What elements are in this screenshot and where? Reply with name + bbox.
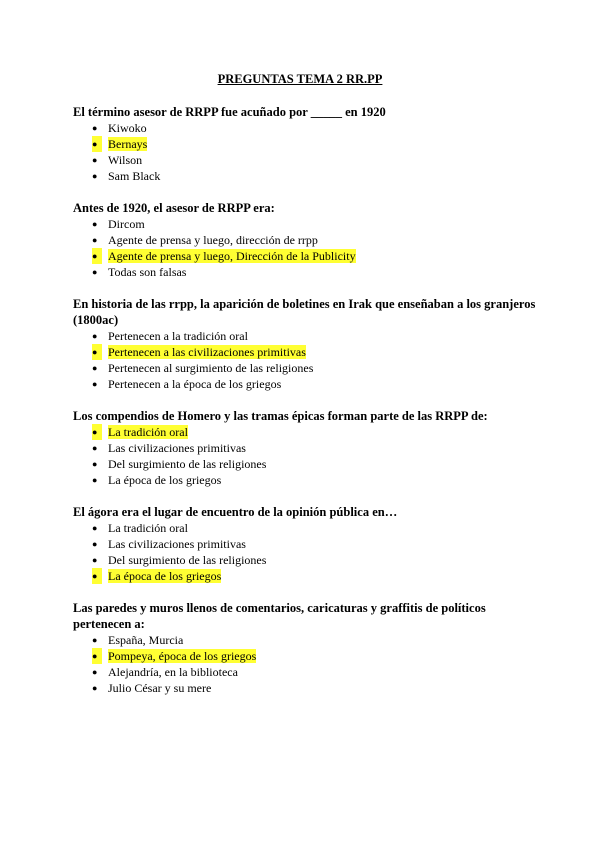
option-text: Las civilizaciones primitivas [108,537,246,551]
option-text: Julio César y su mere [108,681,212,695]
bullet-icon: ● [92,667,98,677]
option-item [92,216,356,232]
bullet-icon: ● [92,219,98,229]
bullet-icon: ● [92,683,98,693]
option-item [92,536,266,552]
option-text: Kiwoko [108,121,147,135]
option-text: Agente de prensa y luego, dirección de rrpp [108,233,318,247]
option-item [92,456,266,472]
bullet-icon: ● [92,155,98,165]
bullet-icon: ● [92,424,102,440]
option-text: Pertenecen al surgimiento de las religiones [108,361,314,375]
option-item [92,440,266,456]
option-text: Alejandría, en la biblioteca [108,665,238,679]
bullet-icon: ● [92,344,102,360]
bullet-icon: ● [92,648,102,664]
option-item [92,664,256,680]
page-title: PREGUNTAS TEMA 2 RR.PP [217,72,383,86]
option-item [92,168,160,184]
bullet-icon: ● [92,235,98,245]
option-text-highlighted: Pertenecen a las civilizaciones primitivas [108,345,306,359]
option-text: La época de los griegos [108,473,222,487]
option-text-highlighted: Pompeya, época de los griegos [108,649,257,663]
options-list-3 [92,328,313,392]
option-text: Wilson [108,153,143,167]
option-text-highlighted: Agente de prensa y luego, Dirección de la Publicity [108,249,356,263]
options-list-6 [92,632,256,696]
bullet-icon: ● [92,171,98,181]
option-text: Todas son falsas [108,265,187,279]
option-text-highlighted: La época de los griegos [108,569,222,583]
option-text-highlighted: La tradición oral [108,425,188,439]
option-text: Del surgimiento de las religiones [108,457,267,471]
option-item-correct [92,568,266,584]
option-item [92,520,266,536]
option-text: Del surgimiento de las religiones [108,553,267,567]
option-item [92,152,160,168]
bullet-icon: ● [92,568,102,584]
option-item-correct [92,136,160,152]
option-text: España, Murcia [108,633,184,647]
question-1: El término asesor de RRPP fue acuñado por _____ en 1920 [73,105,386,119]
option-item-correct [92,344,313,360]
bullet-icon: ● [92,523,98,533]
option-text: Las civilizaciones primitivas [108,441,246,455]
bullet-icon: ● [92,379,98,389]
option-item-correct [92,424,266,440]
question-5: El ágora era el lugar de encuentro de la opinión pública en… [73,505,398,519]
question-6: Las paredes y muros llenos de comentarios, caricaturas y graffitis de políticos pertenecen a: [73,601,486,631]
bullet-icon: ● [92,475,98,485]
option-item [92,328,313,344]
option-item [92,120,160,136]
option-item [92,632,256,648]
options-list-4 [92,424,266,488]
bullet-icon: ● [92,331,98,341]
question-2: Antes de 1920, el asesor de RRPP era: [73,201,275,215]
options-list-1 [92,120,160,184]
option-text: La tradición oral [108,521,188,535]
bullet-icon: ● [92,363,98,373]
option-item-correct [92,248,356,264]
bullet-icon: ● [92,136,102,152]
option-item-correct [92,648,256,664]
option-item [92,264,356,280]
option-text: Pertenecen a la época de los griegos [108,377,282,391]
option-text-highlighted: Bernays [108,137,148,151]
option-item [92,360,313,376]
bullet-icon: ● [92,248,102,264]
bullet-icon: ● [92,267,98,277]
options-list-2 [92,216,356,280]
option-text: Sam Black [108,169,161,183]
option-item [92,552,266,568]
option-item [92,232,356,248]
bullet-icon: ● [92,123,98,133]
option-item [92,472,266,488]
option-item [92,376,313,392]
option-text: Dircom [108,217,145,231]
option-item [92,680,256,696]
bullet-icon: ● [92,555,98,565]
options-list-5 [92,520,266,584]
bullet-icon: ● [92,443,98,453]
bullet-icon: ● [92,635,98,645]
question-4: Los compendios de Homero y las tramas épicas forman parte de las RRPP de: [73,409,488,423]
bullet-icon: ● [92,459,98,469]
option-text: Pertenecen a la tradición oral [108,329,248,343]
question-3: En historia de las rrpp, la aparición de boletines en Irak que enseñaban a los granjeros (1800ac) [73,297,536,327]
bullet-icon: ● [92,539,98,549]
